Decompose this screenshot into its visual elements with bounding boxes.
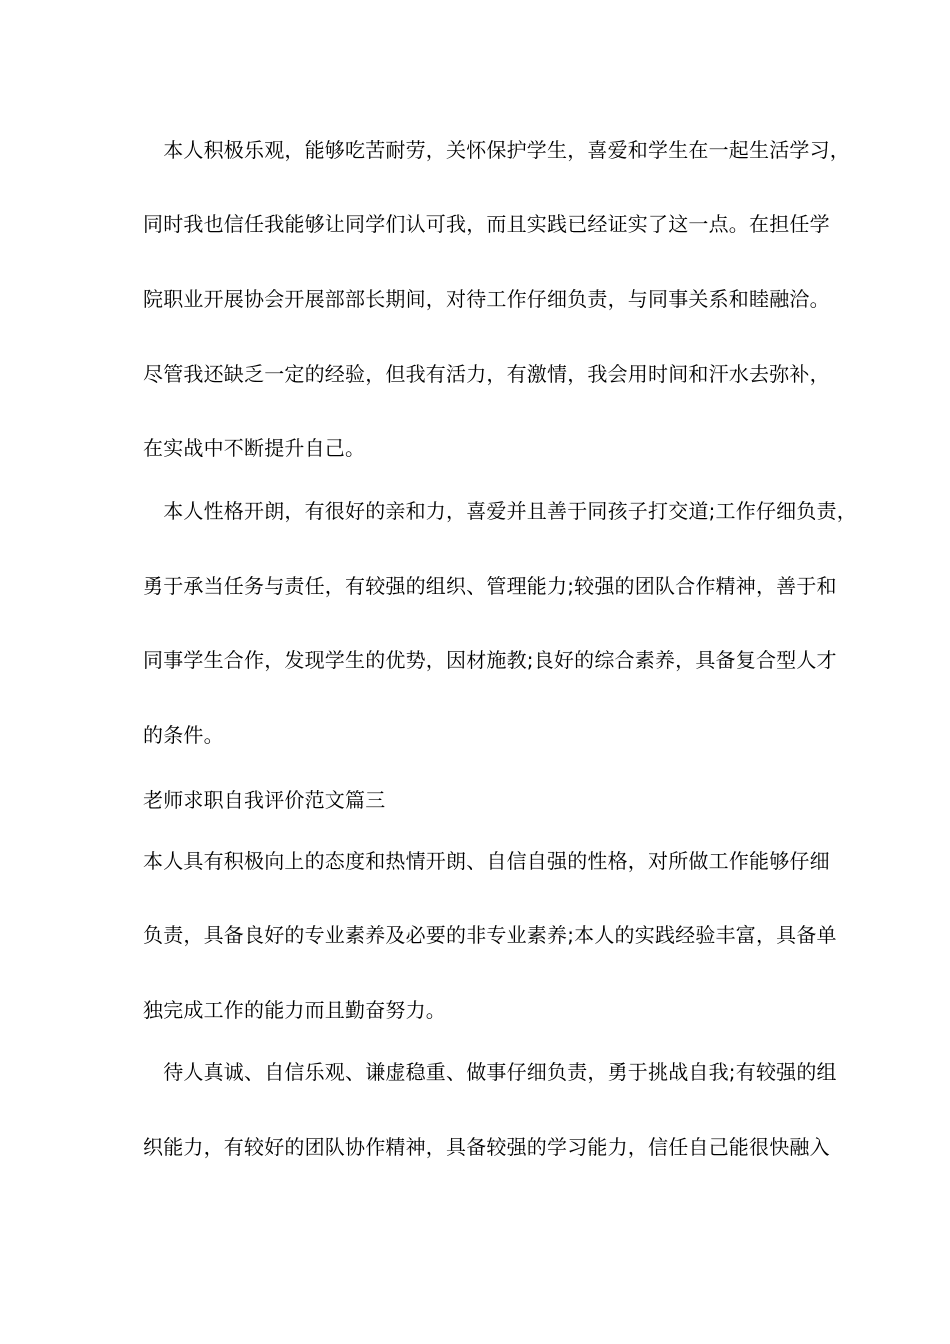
- paragraph-3-line-1: 本人具有积极向上的态度和热情开朗、自信自强的性格，对所做工作能够仔细: [143, 849, 830, 873]
- section-heading: 老师求职自我评价范文篇三: [143, 788, 386, 812]
- paragraph-3-line-3: 独完成工作的能力而且勤奋努力。: [143, 998, 446, 1022]
- paragraph-1-line-5: 在实战中不断提升自己。: [143, 436, 366, 460]
- paragraph-4-line-2: 织能力，有较好的团队协作精神，具备较强的学习能力，信任自己能很快融入: [143, 1135, 830, 1159]
- paragraph-2-line-4: 的条件。: [143, 723, 224, 747]
- paragraph-3-line-2: 负责，具备良好的专业素养及必要的非专业素养;本人的实践经验丰富，具备单: [143, 923, 837, 947]
- paragraph-1-line-1: 本人积极乐观，能够吃苦耐劳，关怀保护学生，喜爱和学生在一起生活学习，: [143, 138, 850, 162]
- paragraph-1-line-2: 同时我也信任我能够让同学们认可我，而且实践已经证实了这一点。在担任学: [143, 212, 830, 236]
- paragraph-2-line-3: 同事学生合作，发现学生的优势，因材施教;良好的综合素养，具备复合型人才: [143, 648, 837, 672]
- paragraph-4-line-1: 待人真诚、自信乐观、谦虚稳重、做事仔细负责，勇于挑战自我;有较强的组: [143, 1060, 837, 1084]
- paragraph-2-line-2: 勇于承当任务与责任，有较强的组织、管理能力;较强的团队合作精神，善于和: [143, 574, 837, 598]
- paragraph-1-line-4: 尽管我还缺乏一定的经验，但我有活力，有激情，我会用时间和汗水去弥补，: [143, 362, 830, 386]
- paragraph-2-line-1: 本人性格开朗，有很好的亲和力，喜爱并且善于同孩子打交道;工作仔细负责，: [143, 499, 857, 523]
- paragraph-1-line-3: 院职业开展协会开展部部长期间，对待工作仔细负责，与同事关系和睦融洽。: [143, 287, 830, 311]
